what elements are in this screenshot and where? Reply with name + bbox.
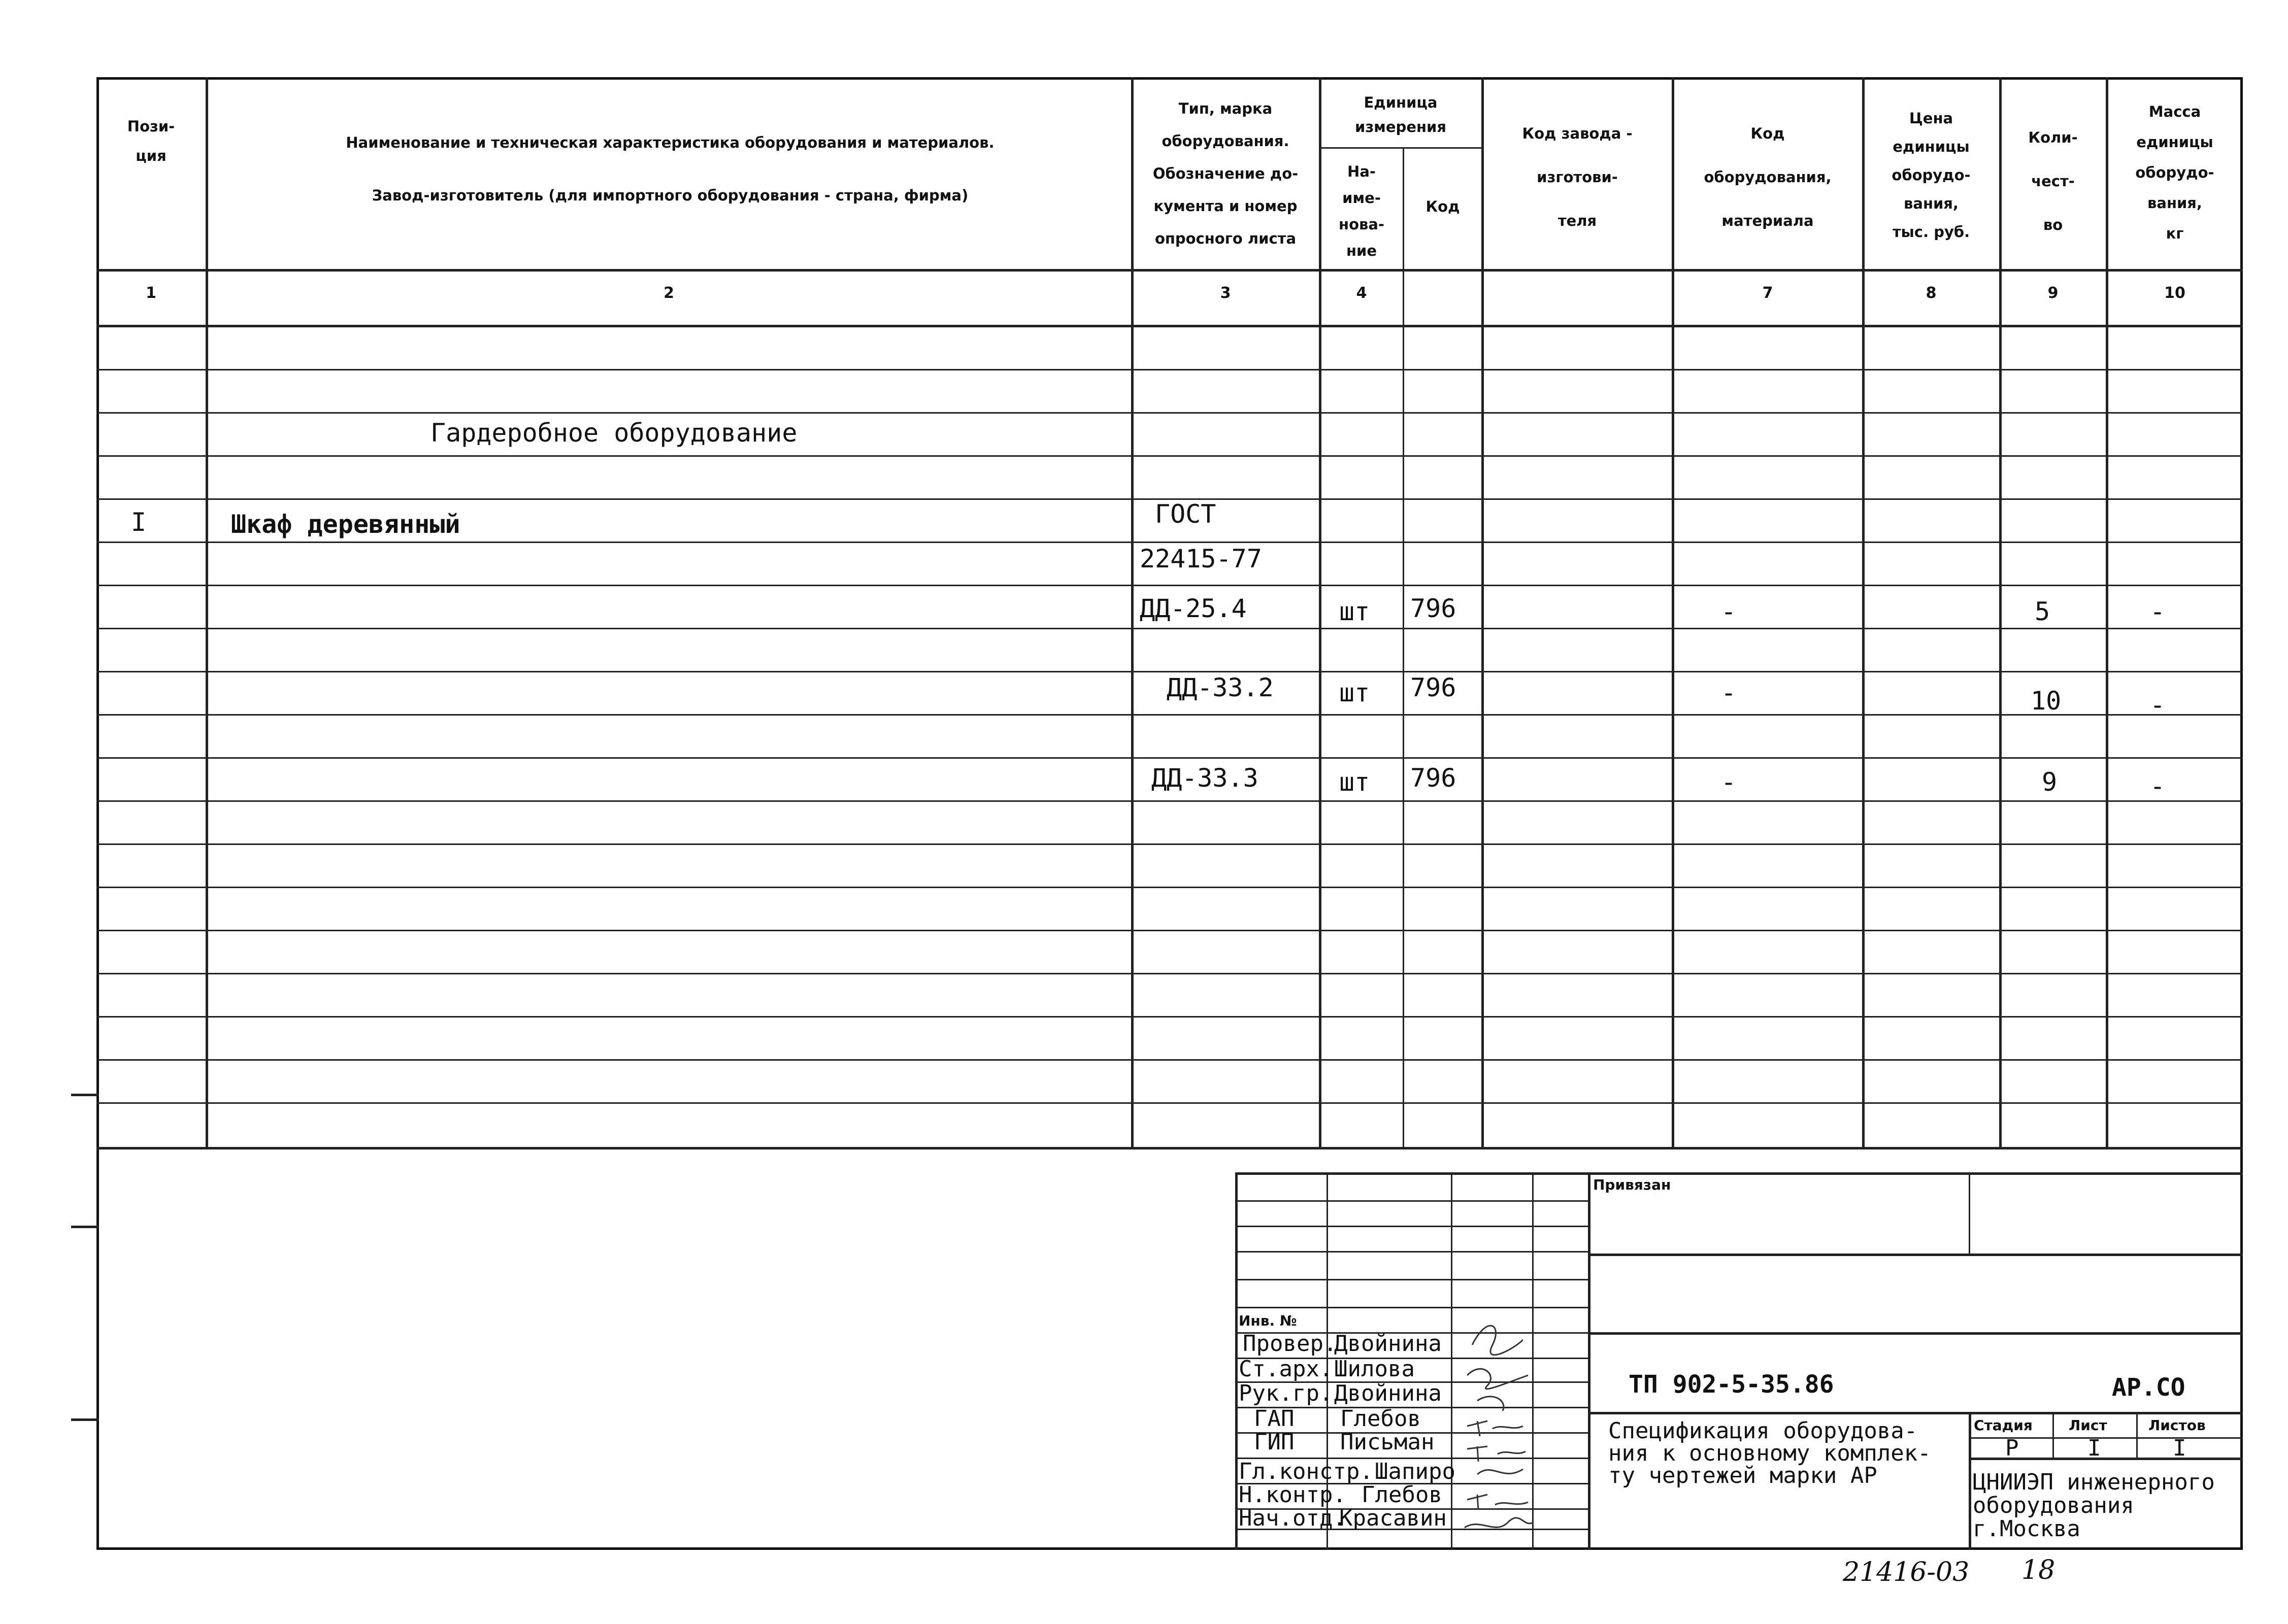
stage-value: Р [2005, 1435, 2019, 1461]
item-quantity: 5 [2035, 597, 2050, 626]
sheet-value: I [2087, 1435, 2101, 1461]
header-unit: Единица измерения [1355, 94, 1446, 136]
title-block-row [1235, 1226, 1588, 1227]
person-name: Красавин [1339, 1505, 1447, 1531]
item-mass: - [2150, 771, 2166, 801]
row-line [96, 930, 2243, 931]
header-bottom-line [96, 269, 2243, 272]
col-number: 9 [2047, 284, 2059, 302]
row-line [96, 542, 2243, 543]
row-line [96, 412, 2243, 414]
header-equipment-code: Код оборудования, материала [1704, 125, 1832, 229]
drawing-mark: АР.СО [2112, 1373, 2185, 1402]
col-number: 1 [146, 284, 156, 302]
item-quantity: 9 [2042, 767, 2058, 797]
title-block-row [1588, 1332, 2243, 1335]
row-line [96, 671, 2243, 672]
title-block-row [1235, 1279, 1588, 1280]
item-unit-code: 796 [1410, 673, 1456, 702]
person-name: Шапиро [1375, 1459, 1455, 1484]
title-block-col [2052, 1412, 2054, 1458]
organization: ЦНИИЭП инженерного оборудования г.Москва [1973, 1469, 2215, 1542]
row-line [96, 887, 2243, 888]
header-position: Пози- ция [127, 118, 175, 164]
title-block-row [1588, 1412, 2243, 1414]
col-divider [206, 77, 208, 1148]
header-unit-code: Код [1425, 198, 1460, 215]
item-name: Шкаф деревянный [231, 510, 460, 539]
header-quantity: Коли- чест- во [2028, 129, 2078, 233]
header-name-line1: Наименование и техническая характеристика оборудования и материалов. [346, 134, 994, 151]
row-line [96, 843, 2243, 845]
header-mass: Масса единицы оборудо- вания, кг [2135, 103, 2214, 242]
title-block-row [1235, 1200, 1588, 1202]
person-name: Двойнина [1334, 1331, 1442, 1357]
title-block-row [1588, 1254, 2243, 1256]
item-equipment-code: - [1721, 597, 1737, 626]
title-block-top [1235, 1172, 2243, 1175]
item-unit-code: 796 [1410, 594, 1456, 623]
col-number: 3 [1220, 284, 1231, 302]
title-block-col [2136, 1412, 2138, 1458]
role-label: ГИП [1254, 1429, 1295, 1455]
row-line [96, 455, 2243, 457]
project-code: ТП 902-5-35.86 [1629, 1370, 1834, 1399]
person-name: Шилова [1334, 1356, 1415, 1382]
role-label: Нач.отд. [1239, 1505, 1346, 1531]
row-line [96, 800, 2243, 802]
header-subline [1319, 147, 1481, 149]
col-number: 10 [2164, 284, 2185, 302]
title-block-left [1235, 1172, 1238, 1550]
header-name-line2: Завод-изготовитель (для импортного оборудования - страна, фирма) [372, 187, 969, 204]
person-name: Глебов [1362, 1482, 1442, 1508]
item-position: I [131, 507, 147, 537]
item-quantity: 10 [2031, 686, 2062, 716]
signature-marks [1457, 1309, 1536, 1548]
role-label: Провер. [1243, 1331, 1337, 1357]
document-title: Спецификация оборудова- ния к основному комплек- ту чертежей марки АР [1608, 1418, 1931, 1488]
person-name: Глебов [1340, 1406, 1421, 1432]
row-line [96, 369, 2243, 370]
col-divider [1403, 147, 1404, 1148]
row-line [96, 628, 2243, 629]
inventory-number-label: Инв. № [1239, 1312, 1297, 1329]
sheet-label: Лист [2069, 1417, 2107, 1434]
item-mass: - [2150, 597, 2166, 626]
table-bottom-line [96, 1147, 2243, 1149]
item-unit-code: 796 [1410, 763, 1456, 793]
header-unit-name: На- име- нова- ние [1339, 163, 1384, 259]
title-block-col [1451, 1172, 1452, 1550]
title-block-row [1235, 1251, 1588, 1253]
item-equipment-code: - [1721, 767, 1737, 797]
margin-tick [71, 1418, 99, 1421]
title-block-col [1588, 1172, 1590, 1550]
row-line [96, 1102, 2243, 1104]
title-block-col [1969, 1172, 1970, 1254]
row-line [96, 1059, 2243, 1061]
role-label: ГАП [1254, 1406, 1295, 1432]
item-unit: шт [1339, 597, 1370, 626]
privyazan-label: Привязан [1593, 1176, 1671, 1193]
row-line [96, 757, 2243, 759]
header-price: Цена единицы оборудо- вания, тыс. руб. [1892, 110, 1971, 241]
row-line [96, 1016, 2243, 1018]
header-type: Тип, марка оборудования. Обозначение до- кумента и номер опросного листа [1152, 100, 1299, 247]
row-line [96, 714, 2243, 716]
person-name: Двойнина [1334, 1380, 1442, 1406]
item-equipment-code: - [1721, 678, 1737, 707]
item-type: ДД-25.4 [1140, 594, 1247, 623]
item-type: ДД-33.2 [1167, 673, 1274, 702]
item-unit: шт [1339, 767, 1370, 797]
item-standard-number: 22415-77 [1140, 544, 1262, 573]
col-number: 8 [1926, 284, 1937, 302]
sheets-value: I [2173, 1435, 2186, 1461]
page-number: 18 [2021, 1555, 2055, 1585]
archive-number: 21416-03 [1843, 1557, 1970, 1587]
col-number: 2 [664, 284, 674, 302]
role-label: Рук.гр. [1239, 1380, 1333, 1406]
person-name: Письман [1340, 1429, 1435, 1455]
stage-label: Стадия [1974, 1417, 2033, 1434]
role-label: Ст.арх. [1239, 1356, 1333, 1382]
title-block-col [1969, 1412, 1971, 1550]
role-label: Гл.констр. [1239, 1459, 1373, 1484]
number-row-line [96, 325, 2243, 327]
sheets-label: Листов [2148, 1417, 2206, 1434]
row-line [96, 585, 2243, 586]
header-unit-group: Код завода - изготови- теля [1522, 125, 1633, 229]
item-mass: - [2150, 690, 2166, 720]
margin-tick [71, 1094, 99, 1096]
row-line [96, 973, 2243, 974]
section-title: Гардеробное оборудование [430, 418, 798, 448]
item-unit: шт [1339, 678, 1370, 707]
col-number: 4 [1356, 284, 1367, 302]
role-label: Н.контр. [1239, 1482, 1346, 1508]
margin-tick [71, 1226, 99, 1228]
item-standard: ГОСТ [1155, 499, 1216, 529]
col-number: 7 [1762, 284, 1773, 302]
title-block-row [1235, 1307, 1588, 1308]
item-type: ДД-33.3 [1151, 763, 1258, 793]
